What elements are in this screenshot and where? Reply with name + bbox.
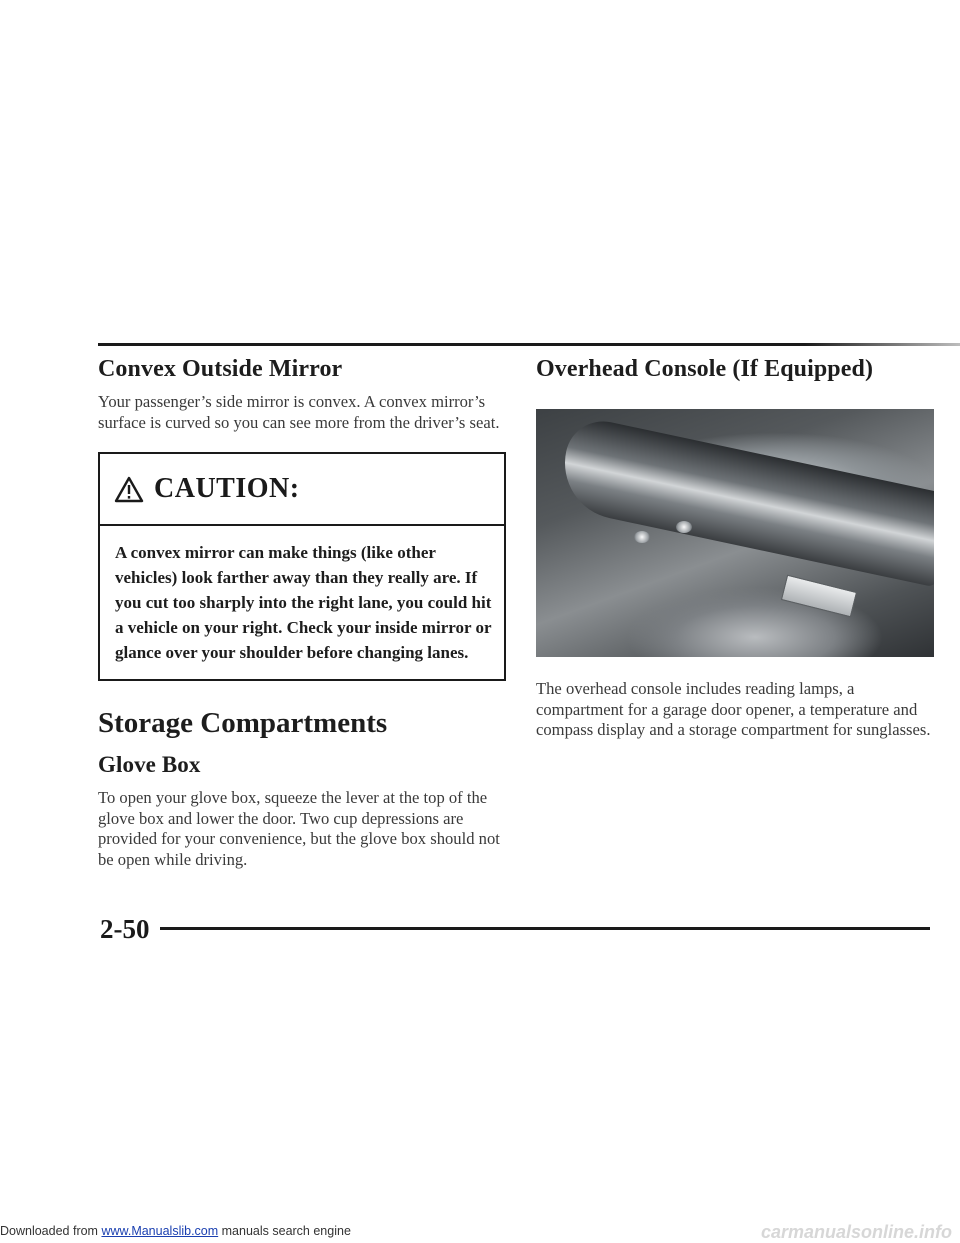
glove-box-heading: Glove Box [98, 752, 201, 777]
glove-box-text: To open your glove box, squeeze the lever at the top of the glove box and lower the door. Two cup depressions are provided for your convenience, but the glove box should not be open while driving. [98, 788, 500, 869]
convex-mirror-text: Your passenger’s side mirror is convex. A convex mirror’s surface is curved so you can see more from the driver’s seat. [98, 392, 500, 432]
console-shape [554, 414, 934, 587]
page-number: 2-50 [100, 914, 150, 944]
bottom-rule [160, 927, 930, 930]
top-rule [98, 343, 960, 346]
download-footer [0, 1224, 351, 1238]
reading-lamp-left [634, 531, 650, 543]
overhead-console-heading: Overhead Console (If Equipped) [536, 356, 874, 382]
convex-mirror-heading: Convex Outside Mirror [98, 356, 343, 382]
manualslib-link[interactable]: www.Manualslib.com [101, 1224, 219, 1238]
overhead-console-text: The overhead console includes reading lamps, a compartment for a garage door opener, a temperature and compass display and a storage compartment for sunglasses. [536, 679, 931, 739]
footer-suffix: manuals search engine [218, 1224, 351, 1238]
left-column [98, 356, 510, 870]
footer-prefix: Downloaded from [0, 1224, 102, 1238]
caution-header [100, 454, 504, 526]
overhead-console-photo [536, 409, 934, 657]
compass-display [781, 574, 857, 617]
caution-body [100, 526, 504, 679]
caution-box [98, 452, 506, 681]
reading-lamp-right [676, 521, 692, 533]
watermark: carmanualsonline.info [760, 1222, 952, 1242]
storage-compartments-heading: Storage Compartments [98, 707, 388, 739]
warning-triangle-icon [114, 476, 144, 503]
caution-label: CAUTION: [154, 473, 300, 504]
caution-text: A convex mirror can make things (like other vehicles) look farther away than they really are. If you cut too sharply into the right lane, you could hit a vehicle on your right. Check your inside mirror or glance over your shoulder before changing lanes. [115, 543, 492, 662]
right-column [536, 356, 936, 741]
